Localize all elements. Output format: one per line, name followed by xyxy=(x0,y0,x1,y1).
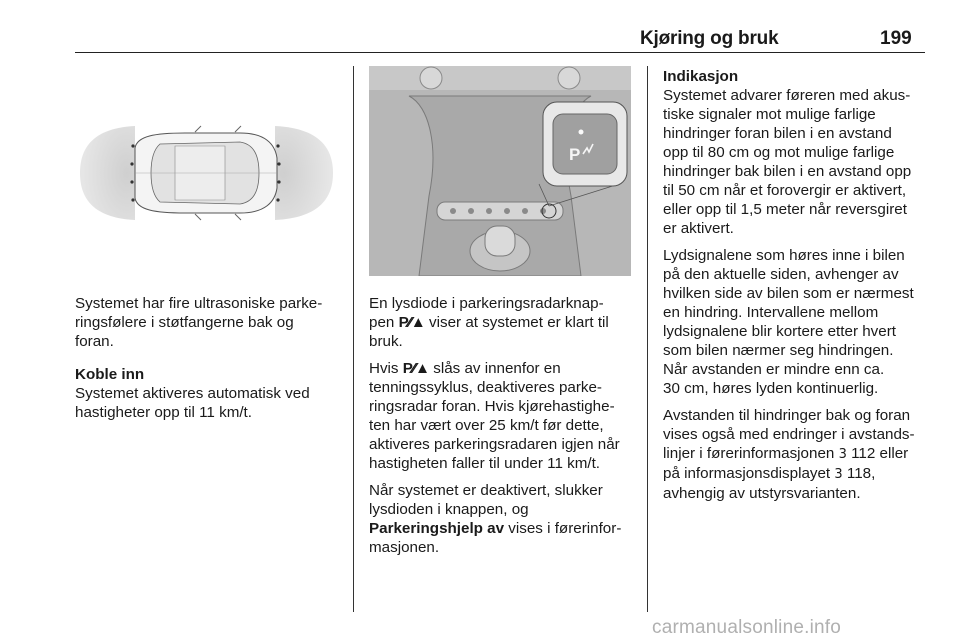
parking-assist-off-message: Parkeringshjelp av xyxy=(369,520,505,537)
text-fragment: Hvis xyxy=(369,360,403,377)
text-line: er aktivert. xyxy=(663,220,734,237)
text-line: hindringer bak bilen i en avstand opp xyxy=(663,163,912,180)
text-line: Lydsignalene som høres inne i bilen xyxy=(663,247,905,264)
text-line: eller opp til 1,5 meter når reversgiret xyxy=(663,201,907,218)
console-illustration xyxy=(369,66,631,276)
header-rule xyxy=(75,52,925,53)
text-line: foran. xyxy=(75,333,114,350)
text-fragment: viser at systemet er klart til xyxy=(424,314,609,331)
text-line: hvilken side av bilen som er nærmest xyxy=(663,285,914,302)
text-line: masjonen. xyxy=(369,539,440,556)
text-line: bruk. xyxy=(369,333,403,350)
text-fragment: vises i førerinfor- xyxy=(504,520,622,537)
text-line: En lysdiode i parkeringsradarknap- xyxy=(369,295,604,312)
text-line xyxy=(663,444,933,464)
paragraph-indication xyxy=(663,67,933,238)
text-line: Når avstanden er mindre enn ca. xyxy=(663,361,885,378)
text-line xyxy=(369,519,641,538)
text-line: Systemet har fire ultrasoniske parke- xyxy=(75,295,323,312)
parking-symbol-icon: P⁄⁄▲ xyxy=(398,314,425,331)
text-line: Når systemet er deaktivert, slukker xyxy=(369,482,603,499)
paragraph-led xyxy=(369,294,641,351)
text-line: aktiveres parkeringsradaren igjen når xyxy=(369,436,620,453)
page-number: 199 xyxy=(880,28,912,49)
column-divider-1 xyxy=(353,66,354,612)
car-top-view xyxy=(135,126,277,220)
parking-symbol-icon: P⁄⁄▲ xyxy=(402,360,429,377)
text-line: tiske signaler mot mulige farlige xyxy=(663,106,876,123)
text-line: tenningssyklus, deaktiveres parke- xyxy=(369,379,602,396)
text-line: ringsradar foran. Hvis kjørehastighe- xyxy=(369,398,615,415)
heading-koble-inn: Koble inn xyxy=(75,366,145,383)
text-line: Systemet advarer føreren med akus- xyxy=(663,87,911,104)
parking-symbol-letter: P xyxy=(398,314,408,331)
text-line: ten har vært over 25 km/t før dette, xyxy=(369,417,604,434)
column-1-text xyxy=(75,294,345,430)
text-line: en hindring. Intervallene mellom xyxy=(663,304,879,321)
text-line: 30 cm, høres lyden kontinuerlig. xyxy=(663,380,879,397)
text-line: Avstanden til hindringer bak og foran xyxy=(663,407,911,424)
parking-assist-button-magnified xyxy=(543,102,627,186)
paragraph-sound-signals xyxy=(663,246,933,398)
parking-symbol-letter: P xyxy=(402,360,412,377)
text-line: hindringer foran bilen i en avstand xyxy=(663,125,892,142)
watermark: carmanualsonline.info xyxy=(652,617,842,638)
text-fragment: 118, xyxy=(842,465,876,482)
paragraph-deactivate xyxy=(369,359,641,473)
text-line xyxy=(369,313,641,332)
text-line xyxy=(663,464,933,484)
text-line: som bilen nærmer seg hindringen. xyxy=(663,342,894,359)
text-fragment: 112 eller xyxy=(846,445,909,462)
running-header-title: Kjøring og bruk xyxy=(640,28,779,49)
paragraph-distance-display xyxy=(663,406,933,503)
sensor-zone-illustration xyxy=(75,66,339,276)
text-line: på den aktuelle siden, avhenger av xyxy=(663,266,899,283)
page-reference-link-112[interactable] xyxy=(839,445,909,462)
text-fragment: linjer i førerinformasjonen xyxy=(663,445,839,462)
text-line: lydsignalene blir kortere etter hvert xyxy=(663,323,896,340)
column-divider-2 xyxy=(647,66,648,612)
text-line: avhengig av utstyrsvarianten. xyxy=(663,485,861,502)
reference-arrow-icon: 3 xyxy=(834,467,843,482)
console-button-figure xyxy=(369,66,631,276)
text-line: ringsfølere i støtfangerne bak og xyxy=(75,314,294,331)
text-line: lysdioden i knappen, og xyxy=(369,501,529,518)
column-3-text xyxy=(663,67,933,511)
sensor-zone-figure xyxy=(75,66,339,276)
reference-arrow-icon: 3 xyxy=(838,447,847,462)
text-line: hastigheten faller til under 11 km/t. xyxy=(369,455,601,472)
column-2-text xyxy=(369,294,641,565)
heading-indikasjon: Indikasjon xyxy=(663,68,739,85)
text-line: vises også med endringer i avstands- xyxy=(663,426,915,443)
svg-text:P: P xyxy=(569,145,581,164)
text-line: hastigheter opp til 11 km/t. xyxy=(75,404,252,421)
text-line: opp til 80 cm og mot mulige farlige xyxy=(663,144,895,161)
paragraph-intro xyxy=(75,294,345,351)
page-reference-link-118[interactable] xyxy=(834,465,875,482)
paragraph-led-off xyxy=(369,481,641,557)
text-fragment: på informasjonsdisplayet xyxy=(663,465,835,482)
text-fragment: pen xyxy=(369,314,399,331)
text-fragment: slås av innenfor en xyxy=(429,360,561,377)
text-line: Systemet aktiveres automatisk ved xyxy=(75,385,310,402)
text-line xyxy=(369,359,641,378)
paragraph-activate xyxy=(75,365,345,422)
text-line: til 50 cm når et forovergir er aktivert, xyxy=(663,182,907,199)
